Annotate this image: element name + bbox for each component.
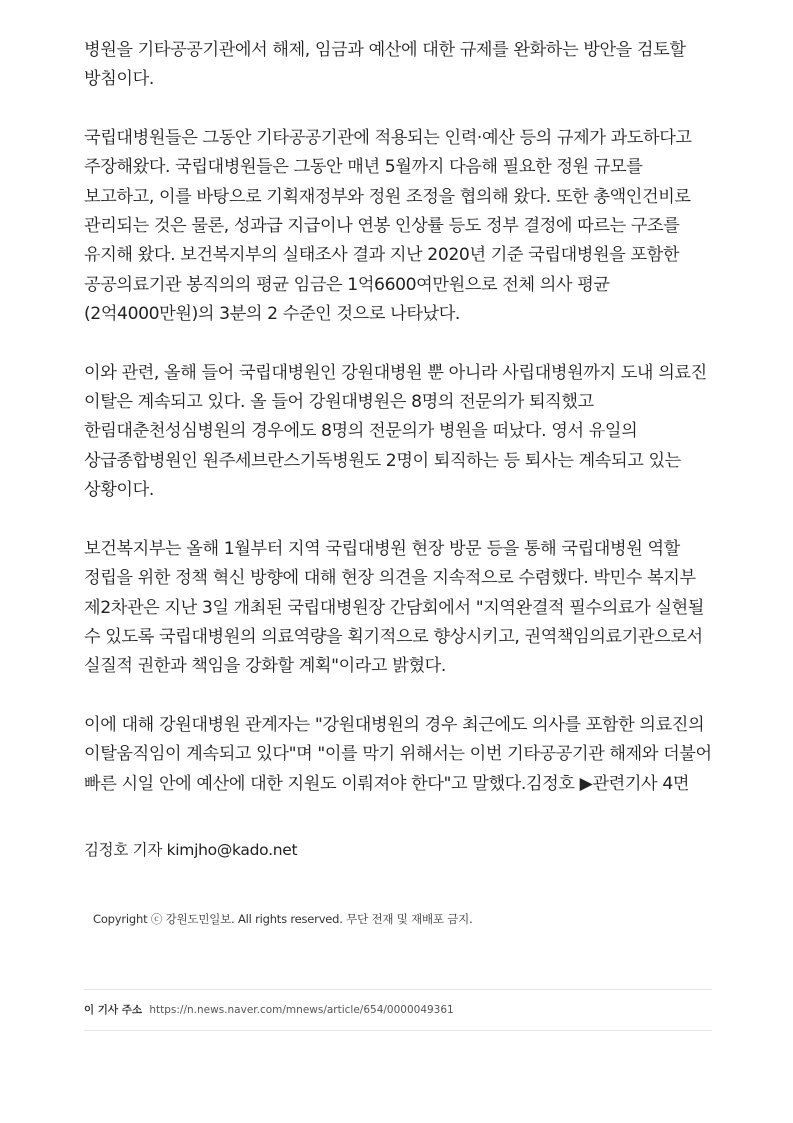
article-paragraph-2: 국립대병원들은 그동안 기타공공기관에 적용되는 인력·예산 등의 규제가 과도하다고 주장해왔다. 국립대병원들은 그동안 매년 5월까지 다음해 필요한 정원 규모를 보고하고, 이를 바탕으로 기획재정부와 정원 조정을 협의해 왔다. 또한 총액인건비로 관리되는 것은 물론, 성과급 지급이나 연봉 인상률 등도 정부 결정에 따르는 구조를 유지해 왔다. 보건복지부의 실태조사 결과 지난 2020년 기준 국립대병원을 포함한 공공의료기관 봉직의의 평균 임금은 1억6600여만원으로 전체 의사 평균(2억4000만원)의 3분의 2 수준인 것으로 나타났다. [84,127,692,325]
article-url-link[interactable]: https://n.news.naver.com/mnews/article/654/0000049361 [149,1004,454,1016]
article-paragraph-3: 이와 관련, 올해 들어 국립대병원인 강원대병원 뿐 아니라 사립대병원까지 도내 의료진 이탈은 계속되고 있다. 올 들어 강원대병원은 8명의 전문의가 퇴직했고 한림대춘천성심병원의 경우에도 8명의 전문의가 병원을 떠났다. 영서 유일의 상급종합병원인 원주세브란스기독병원도 2명이 퇴직하는 등 퇴사는 계속되고 있는 상황이다. [84,362,707,501]
article-url-row [84,1002,454,1017]
article-paragraph-5: 이에 대해 강원대병원 관계자는 "강원대병원의 경우 최근에도 의사를 포함한 의료진의 이탈움직임이 계속되고 있다"며 "이를 막기 위해서는 이번 기타공공기관 해제와 더불어 빠른 시일 안에 예산에 대한 지원도 이뤄져야 한다"고 말했다.김정호 ▶관련기사 4면 [84,714,712,794]
article-url-label: 이 기사 주소 [84,1004,143,1016]
footer-divider-top [84,989,712,990]
article-paragraph-4: 보건복지부는 올해 1월부터 지역 국립대병원 현장 방문 등을 통해 국립대병원 역할 정립을 위한 정책 혁신 방향에 대해 현장 의견을 지속적으로 수렴했다. 박민수 복지부 제2차관은 지난 3일 개최된 국립대병원장 간담회에서 "지역완결적 필수의료가 실현될 수 있도록 국립대병원의 의료역량을 획기적으로 향상시키고, 권역책임의료기관으로서 실질적 권한과 책임을 강화할 계획"이라고 밝혔다. [84,538,704,677]
article-body [84,36,714,799]
copyright-notice: Copyright ⓒ 강원도민일보. All rights reserved. 무단 전재 및 재배포 금지. [93,912,473,926]
footer-divider-bottom [84,1030,712,1031]
byline: 김정호 기자 kimjho@kado.net [84,841,298,859]
article-paragraph-1: 병원을 기타공공기관에서 해제, 임금과 예산에 대한 규제를 완화하는 방안을 검토할 방침이다. [84,40,686,90]
